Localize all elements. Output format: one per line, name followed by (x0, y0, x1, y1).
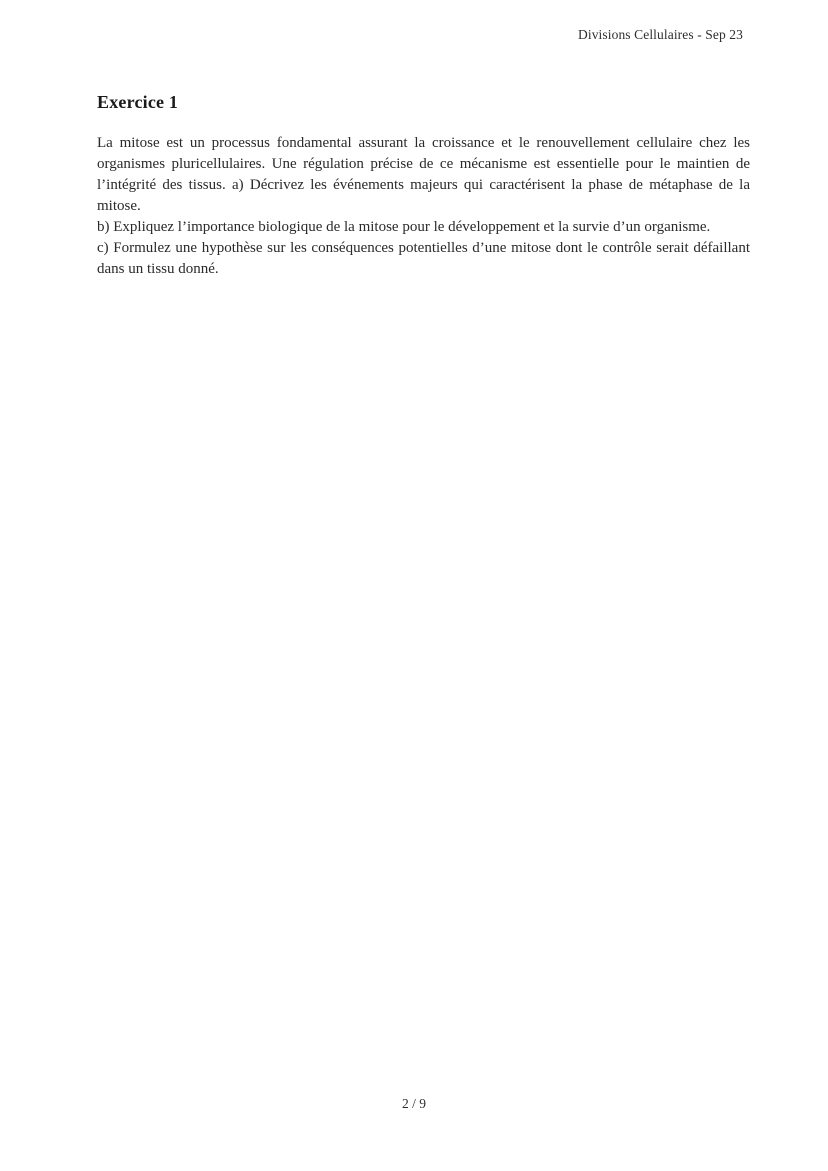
page-footer (0, 1096, 828, 1112)
header-title: Divisions Cellulaires - Sep 23 (578, 27, 743, 42)
exercise-heading: Exercice 1 (97, 92, 179, 112)
content-area (97, 0, 750, 280)
question-c-paragraph: c) Formulez une hypothèse sur les conséquences potentielles d’une mitose dont le contrôle serait défaillant dans un tissu donné. (97, 240, 750, 277)
exercise-intro-paragraph: La mitose est un processus fondamental assurant la croissance et le renouvellement cellulaire chez les organismes pluricellulaires. Une régulation précise de ce mécanisme est essentielle pour le maintien de l’intégrité des tissus. a) Décrivez les événements majeurs qui caractérisent la phase de métaphase de la mitose. (97, 135, 750, 214)
page-number: 2 / 9 (401, 1096, 426, 1111)
question-b-paragraph: b) Expliquez l’importance biologique de la mitose pour le développement et la survie d’un organisme. (97, 219, 711, 235)
